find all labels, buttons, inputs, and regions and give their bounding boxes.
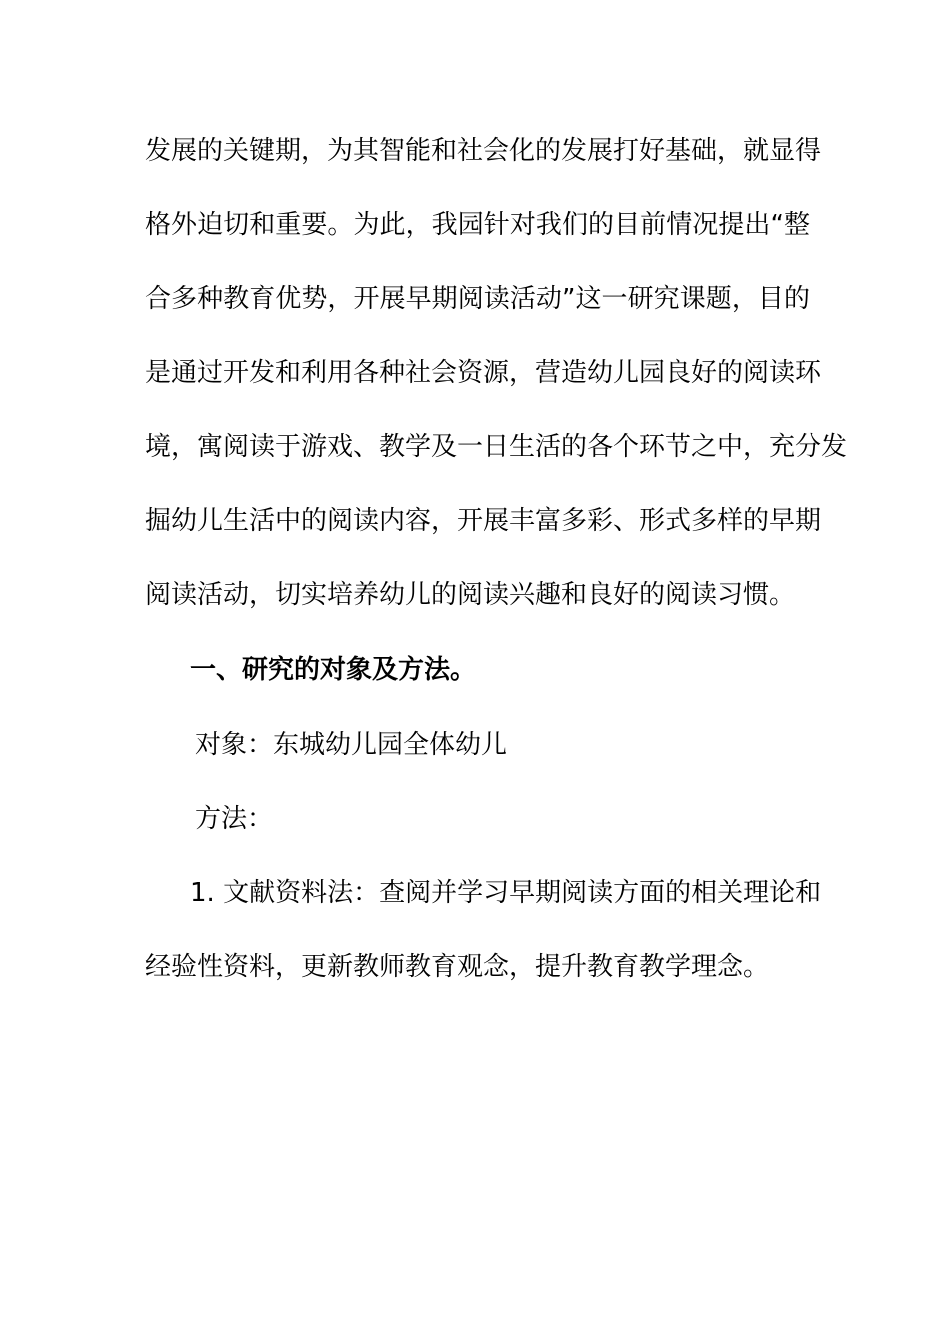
paragraph-line: 阅读活动，切实培养幼儿的阅读兴趣和良好的阅读习惯。 xyxy=(145,580,796,610)
paragraph-line: 是通过开发和利用各种社会资源，营造幼儿园良好的阅读环 xyxy=(145,358,822,388)
paragraph-line: 格外迫切和重要。为此，我园针对我们的目前情况提出“整 xyxy=(145,210,810,240)
research-object-line: 对象：东城幼儿园全体幼儿 xyxy=(195,730,508,760)
paragraph-line: 掘幼儿生活中的阅读内容，开展丰富多彩、形式多样的早期 xyxy=(145,506,822,536)
paragraph-line: 发展的关键期，为其智能和社会化的发展打好基础，就显得 xyxy=(145,136,822,166)
method-label: 方法： xyxy=(195,804,274,834)
section-heading: 一、研究的对象及方法。 xyxy=(190,655,477,685)
paragraph-line: 境，寓阅读于游戏、教学及一日生活的各个环节之中，充分发 xyxy=(145,432,848,462)
method-item-line: 1. 文献资料法：查阅并学习早期阅读方面的相关理论和 xyxy=(190,878,822,908)
method-item-line: 经验性资料，更新教师教育观念，提升教育教学理念。 xyxy=(145,952,770,982)
paragraph-line: 合多种教育优势，开展早期阅读活动”这一研究课题，目的 xyxy=(145,284,810,314)
